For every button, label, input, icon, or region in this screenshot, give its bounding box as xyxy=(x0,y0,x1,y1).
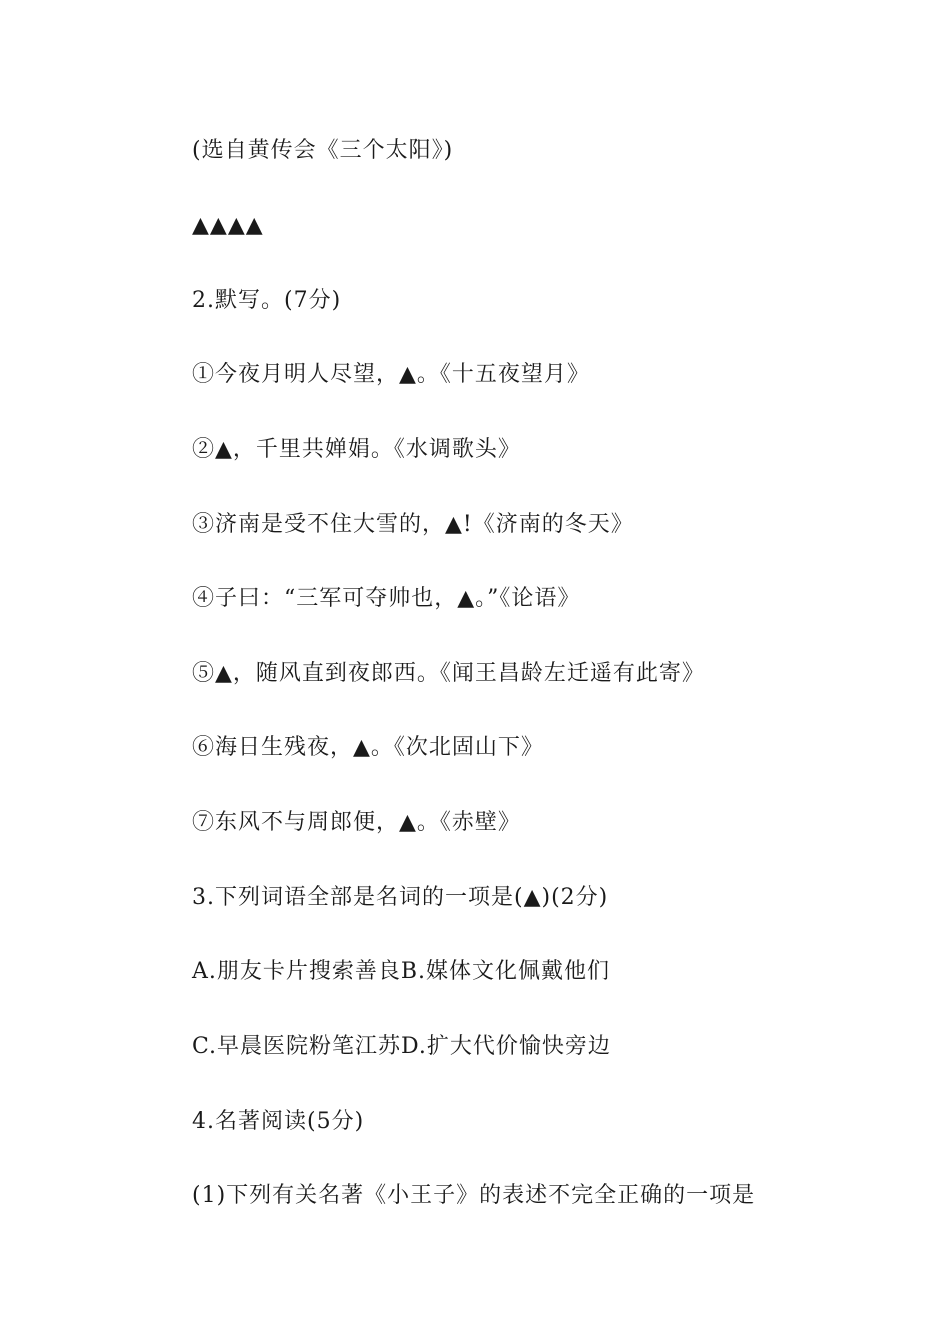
question-2-item-5: ⑤▲，随风直到夜郎西。《闻王昌龄左迁遥有此寄》 xyxy=(192,661,705,686)
question-2-item-4: ④子曰：“三军可夺帅也，▲。”《论语》 xyxy=(192,586,581,611)
question-4-heading: 4.名著阅读(5分) xyxy=(192,1109,365,1134)
question-3-options-c-d: C.早晨医院粉笔江苏D.扩大代价愉快旁边 xyxy=(192,1034,611,1059)
answer-placeholder-triangles: ▲▲▲▲ xyxy=(192,213,264,238)
question-4-part-1: (1)下列有关名著《小王子》的表述不完全正确的一项是 xyxy=(192,1183,756,1208)
question-2-heading: 2.默写。(7分) xyxy=(192,288,342,313)
source-citation: (选自黄传会《三个太阳》) xyxy=(192,138,454,163)
question-2-item-2: ②▲，千里共婵娟。《水调歌头》 xyxy=(192,437,521,462)
question-2-item-6: ⑥海日生残夜，▲。《次北固山下》 xyxy=(192,735,544,760)
question-3-options-a-b: A.朋友卡片搜索善良B.媒体文化佩戴他们 xyxy=(192,959,611,984)
question-2-item-7: ⑦东风不与周郎便，▲。《赤壁》 xyxy=(192,810,521,835)
question-2-item-3: ③济南是受不住大雪的，▲!《济南的冬天》 xyxy=(192,512,634,537)
question-2-item-1: ①今夜月明人尽望，▲。《十五夜望月》 xyxy=(192,362,590,387)
question-3-heading: 3.下列词语全部是名词的一项是(▲)(2分) xyxy=(192,885,609,910)
